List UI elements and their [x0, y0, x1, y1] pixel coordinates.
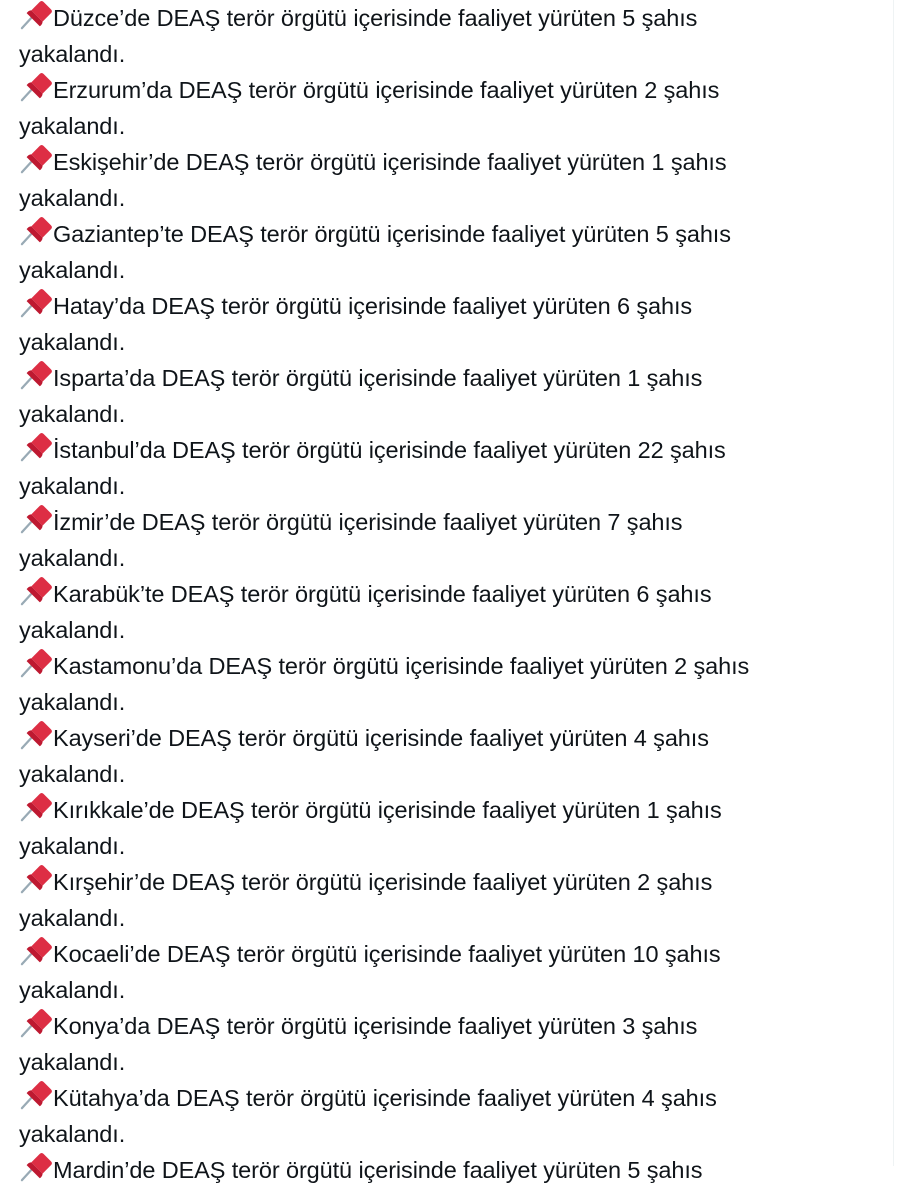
entry-continuation — [19, 1044, 879, 1080]
pushpin-icon — [19, 288, 53, 318]
pushpin-icon — [19, 864, 53, 894]
entry-first-text: Kayseri’de DEAŞ terör örgütü içerisinde faaliyet yürüten 4 şahıs — [53, 725, 709, 751]
entry-line — [19, 648, 879, 684]
entry-first-text: Düzce’de DEAŞ terör örgütü içerisinde faaliyet yürüten 5 şahıs — [53, 5, 698, 31]
pushpin-icon — [19, 936, 53, 966]
tweet-text — [19, 0, 879, 1188]
pushpin-icon — [19, 1152, 53, 1182]
entry-second-text: yakalandı. — [19, 689, 126, 715]
pushpin-icon — [19, 216, 53, 246]
entry-first-text: Kırşehir’de DEAŞ terör örgütü içerisinde faaliyet yürüten 2 şahıs — [53, 869, 713, 895]
pushpin-icon — [19, 720, 53, 750]
entry-line — [19, 576, 879, 612]
entry-first-text: Hatay’da DEAŞ terör örgütü içerisinde faaliyet yürüten 6 şahıs — [53, 293, 693, 319]
entry-second-text: yakalandı. — [19, 761, 126, 787]
entry-continuation — [19, 108, 879, 144]
entry-line — [19, 936, 879, 972]
entry-second-text: yakalandı. — [19, 257, 126, 283]
entry-first-text: Isparta’da DEAŞ terör örgütü içerisinde faaliyet yürüten 1 şahıs — [53, 365, 703, 391]
entry-continuation — [19, 828, 879, 864]
entry-second-text: yakalandı. — [19, 1049, 126, 1075]
entry-line — [19, 504, 879, 540]
entry-line — [19, 216, 879, 252]
pushpin-icon — [19, 1080, 53, 1110]
entry-line — [19, 720, 879, 756]
entry-first-text: Konya’da DEAŞ terör örgütü içerisinde faaliyet yürüten 3 şahıs — [53, 1013, 698, 1039]
entry-line — [19, 0, 879, 36]
entry-first-text: Karabük’te DEAŞ terör örgütü içerisinde faaliyet yürüten 6 şahıs — [53, 581, 712, 607]
entry-first-text: Eskişehir’de DEAŞ terör örgütü içerisinde faaliyet yürüten 1 şahıs — [53, 149, 727, 175]
entry-second-text: yakalandı. — [19, 473, 126, 499]
entry-continuation — [19, 900, 879, 936]
pushpin-icon — [19, 432, 53, 462]
entry-continuation — [19, 612, 879, 648]
entry-second-text: yakalandı. — [19, 905, 126, 931]
entry-line — [19, 864, 879, 900]
pushpin-icon — [19, 72, 53, 102]
entry-first-text: Erzurum’da DEAŞ terör örgütü içerisinde faaliyet yürüten 2 şahıs — [53, 77, 720, 103]
entry-continuation — [19, 36, 879, 72]
entry-second-text: yakalandı. — [19, 617, 126, 643]
entry-first-text: Gaziantep’te DEAŞ terör örgütü içerisinde faaliyet yürüten 5 şahıs — [53, 221, 731, 247]
entry-continuation — [19, 324, 879, 360]
entry-second-text: yakalandı. — [19, 401, 126, 427]
pushpin-icon — [19, 504, 53, 534]
entry-line — [19, 1080, 879, 1116]
entry-second-text: yakalandı. — [19, 41, 126, 67]
entry-second-text: yakalandı. — [19, 113, 126, 139]
entry-second-text: yakalandı. — [19, 185, 126, 211]
entry-second-text: yakalandı. — [19, 545, 126, 571]
pushpin-icon — [19, 144, 53, 174]
entry-second-text: yakalandı. — [19, 977, 126, 1003]
entry-line — [19, 72, 879, 108]
entry-line — [19, 360, 879, 396]
pushpin-icon — [19, 1008, 53, 1038]
entry-first-text: Mardin’de DEAŞ terör örgütü içerisinde faaliyet yürüten 5 şahıs — [53, 1157, 703, 1183]
pushpin-icon — [19, 0, 53, 30]
entry-line — [19, 288, 879, 324]
entry-second-text: yakalandı. — [19, 329, 126, 355]
entry-first-text: Kocaeli’de DEAŞ terör örgütü içerisinde faaliyet yürüten 10 şahıs — [53, 941, 721, 967]
entry-line — [19, 1008, 879, 1044]
entry-first-text: Kırıkkale’de DEAŞ terör örgütü içerisinde faaliyet yürüten 1 şahıs — [53, 797, 722, 823]
entry-second-text: yakalandı. — [19, 833, 126, 859]
entry-continuation — [19, 756, 879, 792]
entry-continuation — [19, 540, 879, 576]
entry-line — [19, 144, 879, 180]
entry-continuation — [19, 468, 879, 504]
entry-line — [19, 792, 879, 828]
entry-continuation — [19, 972, 879, 1008]
entry-continuation — [19, 252, 879, 288]
entry-first-text: İstanbul’da DEAŞ terör örgütü içerisinde faaliyet yürüten 22 şahıs — [53, 437, 726, 463]
pushpin-icon — [19, 576, 53, 606]
entry-line — [19, 1152, 879, 1188]
entry-continuation — [19, 1116, 879, 1152]
entry-first-text: Kastamonu’da DEAŞ terör örgütü içerisinde faaliyet yürüten 2 şahıs — [53, 653, 750, 679]
entry-line — [19, 432, 879, 468]
entry-first-text: Kütahya’da DEAŞ terör örgütü içerisinde faaliyet yürüten 4 şahıs — [53, 1085, 717, 1111]
pushpin-icon — [19, 792, 53, 822]
entry-continuation — [19, 396, 879, 432]
entry-first-text: İzmir’de DEAŞ terör örgütü içerisinde faaliyet yürüten 7 şahıs — [53, 509, 683, 535]
entry-continuation — [19, 180, 879, 216]
entry-continuation — [19, 684, 879, 720]
pushpin-icon — [19, 648, 53, 678]
entry-second-text: yakalandı. — [19, 1121, 126, 1147]
pushpin-icon — [19, 360, 53, 390]
